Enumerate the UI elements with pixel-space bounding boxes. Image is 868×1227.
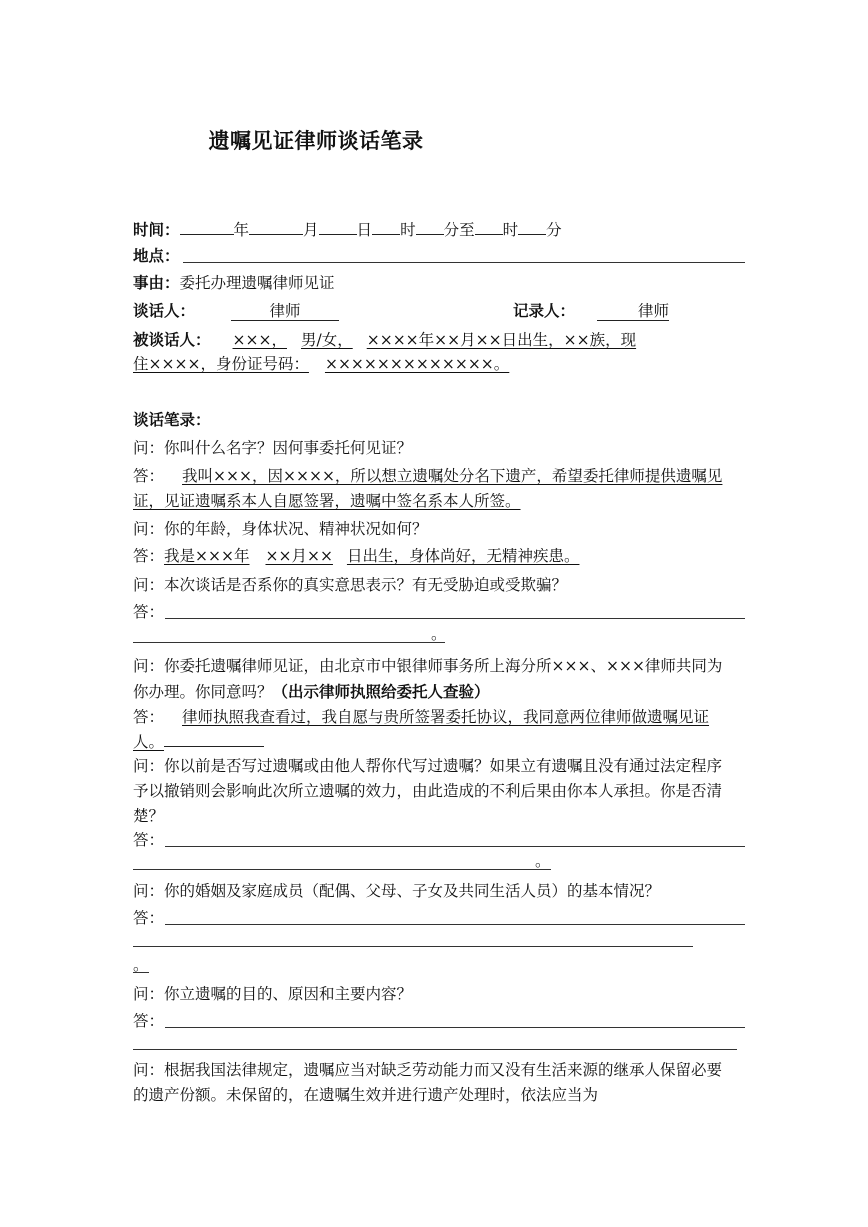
answer-6-blank-1[interactable] bbox=[165, 924, 745, 925]
speaker-value: 律师 bbox=[269, 302, 301, 320]
question-6: 问：你的婚姻及家庭成员（配偶、父母、子女及共同生活人员）的基本情况？ bbox=[133, 882, 661, 900]
hour2-text: 时 bbox=[502, 221, 519, 239]
answer-6-blank-3[interactable] bbox=[133, 972, 149, 973]
speaker-field[interactable] bbox=[231, 301, 339, 321]
recorder-label: 记录人： bbox=[513, 301, 576, 320]
answer-6-prefix: 答： bbox=[133, 909, 165, 927]
answer-1 bbox=[133, 464, 729, 514]
reason-value: 委托办理遗嘱律师见证 bbox=[179, 274, 335, 292]
answer-5-blank-1[interactable] bbox=[165, 846, 745, 847]
time-line bbox=[133, 218, 562, 240]
speaker-line bbox=[133, 301, 195, 321]
hour-blank[interactable] bbox=[372, 218, 400, 235]
interviewee-address: 住××××，身份证号码： bbox=[133, 355, 309, 373]
day-blank[interactable] bbox=[319, 218, 357, 235]
minute2-text: 分 bbox=[546, 221, 562, 239]
place-label: 地点： bbox=[133, 246, 180, 265]
question-5: 问：你以前是否写过遗嘱或由他人帮你代写过遗嘱？如果立有遗嘱且没有通过法定程序予以撤销则会影响此次所立遗嘱的效力，由此造成的不利后果由你本人承担。你是否清楚？ bbox=[133, 757, 723, 825]
hour-text: 时 bbox=[400, 221, 416, 239]
year-text: 年 bbox=[233, 221, 250, 239]
question-4-note: （出示律师执照给委托人查验） bbox=[272, 682, 490, 701]
interviewee-line1 bbox=[133, 330, 636, 350]
minute-to-text: 分至 bbox=[443, 221, 475, 239]
recorder-field[interactable] bbox=[597, 301, 669, 321]
question-7: 问：你立遗嘱的目的、原因和主要内容？ bbox=[133, 985, 413, 1003]
question-3: 问：本次谈话是否系你的真实意思表示？有无受胁迫或受欺骗？ bbox=[133, 576, 568, 594]
interviewee-gender: 男/女， bbox=[300, 331, 353, 349]
interviewee-line2 bbox=[133, 354, 509, 374]
answer-3-period: 。 bbox=[431, 625, 447, 643]
answer-2-rest: 日出生，身体尚好，无精神疾患。 bbox=[346, 547, 580, 565]
month-blank[interactable] bbox=[249, 218, 303, 235]
answer-7-blank-2[interactable] bbox=[133, 1049, 737, 1050]
hour2-blank[interactable] bbox=[475, 218, 503, 235]
answer-5-blank-2[interactable] bbox=[133, 869, 551, 870]
recorder-line bbox=[513, 301, 575, 321]
month-text: 月 bbox=[303, 221, 319, 239]
answer-2 bbox=[133, 546, 579, 566]
interviewee-name: ×××， bbox=[232, 331, 287, 349]
answer-2-month-day: ××月×× bbox=[265, 547, 333, 565]
year-blank[interactable] bbox=[180, 218, 234, 235]
place-line bbox=[133, 246, 180, 266]
minute2-blank[interactable] bbox=[518, 218, 546, 235]
answer-3-prefix: 答： bbox=[133, 603, 165, 621]
answer-4 bbox=[133, 705, 729, 755]
interviewee-label: 被谈话人： bbox=[133, 330, 211, 349]
minute-blank[interactable] bbox=[416, 218, 444, 235]
answer-4-text: 律师执照我查看过，我自愿与贵所签署委托协议，我同意两位律师做遗嘱见证人。 bbox=[133, 708, 710, 751]
place-blank[interactable] bbox=[183, 262, 745, 263]
answer-3-blank-1[interactable] bbox=[165, 618, 745, 619]
answer-7-prefix: 答： bbox=[133, 1012, 165, 1030]
answer-4-prefix: 答： bbox=[133, 708, 165, 726]
answer-6-blank-2[interactable] bbox=[133, 946, 693, 947]
reason-label: 事由： bbox=[133, 273, 180, 292]
time-label: 时间： bbox=[133, 220, 180, 239]
answer-3-blank-2[interactable] bbox=[133, 642, 445, 643]
speaker-label: 谈话人： bbox=[133, 301, 196, 320]
page-title: 遗嘱见证律师谈话笔录 bbox=[208, 128, 424, 153]
answer-1-text: 我叫×××，因××××，所以想立遗嘱处分名下遗产，希望委托律师提供遗嘱见证，见证遗嘱系本人自愿签署，遗嘱中签名系本人所签。 bbox=[133, 467, 723, 510]
answer-1-prefix: 答： bbox=[133, 467, 165, 485]
question-1: 问：你叫什么名字？因何事委托何见证？ bbox=[133, 439, 413, 457]
answer-7-blank-1[interactable] bbox=[165, 1027, 745, 1028]
interviewee-birth: ××××年××月××日出生，××族，现 bbox=[366, 331, 637, 349]
question-4-text: 问：你委托遗嘱律师见证，由北京市中银律师事务所上海分所×××、×××律师共同为你办理。你同意吗？ bbox=[133, 657, 723, 701]
question-4 bbox=[133, 654, 729, 705]
question-2: 问：你的年龄，身体状况、精神状况如何？ bbox=[133, 520, 428, 538]
answer-4-blank[interactable] bbox=[164, 730, 264, 747]
answer-2-year: 我是×××年 bbox=[164, 547, 250, 565]
answer-5-prefix: 答： bbox=[133, 831, 165, 849]
day-text: 日 bbox=[356, 221, 373, 239]
recorder-value: 律师 bbox=[637, 302, 669, 320]
answer-6-period: 。 bbox=[133, 956, 149, 974]
answer-2-prefix: 答： bbox=[133, 547, 165, 565]
answer-5-period: 。 bbox=[535, 852, 551, 870]
notes-label: 谈话笔录： bbox=[133, 410, 211, 429]
reason-line bbox=[133, 273, 335, 293]
question-8: 问：根据我国法律规定，遗嘱应当对缺乏劳动能力而又没有生活来源的继承人保留必要的遗产份额。未保留的，在遗嘱生效并进行遗产处理时，依法应当为 bbox=[133, 1061, 723, 1104]
interviewee-id: ×××××××××××××。 bbox=[324, 355, 510, 373]
